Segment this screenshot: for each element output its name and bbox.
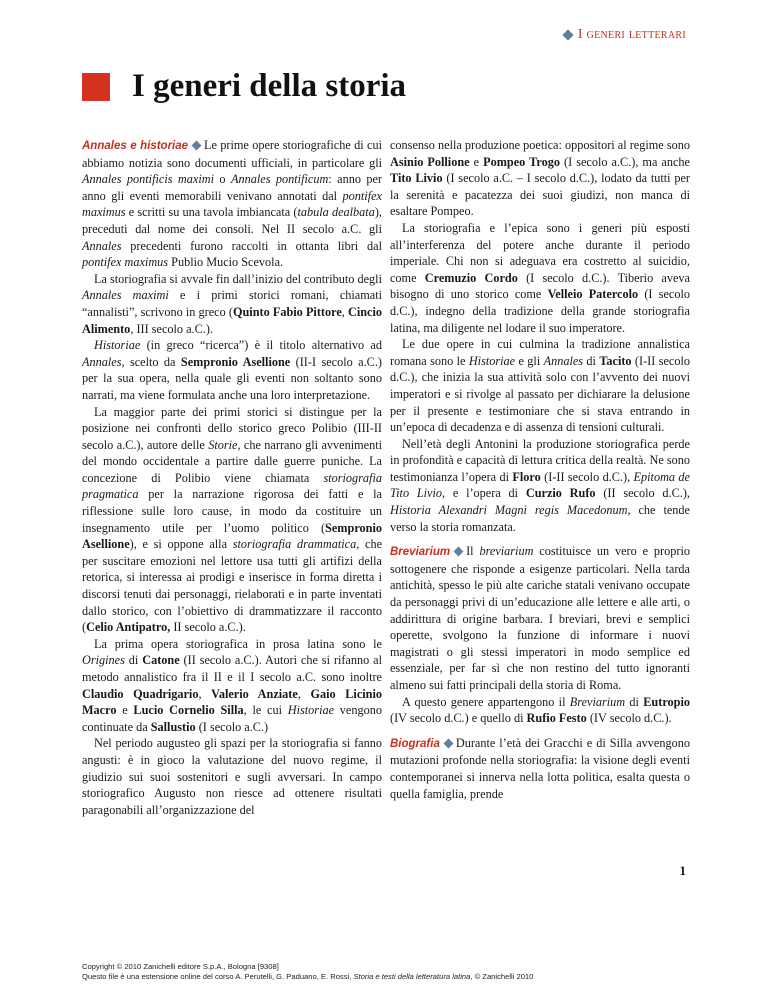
author-name: Cremuzio Cordo	[424, 270, 518, 285]
text-run: (I-II secolo d.C.),	[540, 469, 634, 484]
work-title: Historiae	[468, 353, 516, 368]
work-title: Historia Alexandri Magni regis Macedonum	[390, 503, 628, 518]
text-run: II secolo a.C.).	[170, 620, 246, 635]
paragraph	[82, 404, 382, 636]
text-run: La prima opera storiografica in prosa latina sono le	[94, 636, 382, 651]
author-name: Sempronio Asellione	[82, 520, 382, 552]
text-run: e gli	[515, 353, 544, 368]
paragraph	[390, 694, 690, 727]
paragraph	[390, 220, 690, 336]
work-title: Historiae	[287, 703, 335, 718]
text-run: e scritti su una tavola imbiancata (	[125, 205, 298, 220]
work-title: Breviarium	[569, 694, 626, 709]
author-name: Lucio Cornelio Silla	[133, 703, 244, 718]
diamond-icon	[454, 547, 464, 557]
work-title: storiografia pragmatica	[82, 470, 382, 502]
author-name: Tito Livio	[390, 171, 443, 186]
text-run: (in greco “ricerca”) è il titolo alternativo ad	[140, 338, 382, 353]
author-name: Sempronio Asellione	[180, 354, 291, 369]
text-run: , che tende verso la storia romanzata.	[390, 503, 690, 534]
author-name: Tacito	[599, 353, 632, 368]
text-run: La storiografia e l’epica sono i generi più esposti all’interferenza del potere anche durante il periodo imperiale. Chi non si adeguava era costretto al suicidio, come	[390, 220, 690, 285]
section-label: Annales e historiae	[82, 140, 189, 152]
text-run: per la narrazione rigorosa dei fatti e la riflessione sulle loro cause, in modo da costituire un insegnamento utile per l’uomo politico (	[82, 487, 382, 535]
text-run: vengono continuate da	[82, 703, 382, 734]
text-run: di	[583, 353, 600, 368]
paragraph	[390, 336, 690, 436]
text-run: (I secolo a.C.), ma anche	[559, 154, 690, 169]
chapter-title-block	[82, 68, 406, 105]
paragraph	[390, 137, 690, 220]
author-name: Catone	[142, 653, 180, 668]
author-name: Curzio Rufo	[525, 486, 596, 501]
text-run: Nell’età degli Antonini la produzione storiografica perde in profondità e capacità di lettura critica della realtà. Ne sono testimonianza l’opera di	[390, 436, 690, 484]
paragraph	[82, 271, 382, 337]
work-title: Annales	[82, 238, 122, 253]
section-paragraph	[82, 137, 382, 271]
text-run: (IV secolo d.C.).	[586, 711, 672, 726]
text-run: , scelto da	[121, 354, 181, 369]
work-title: tabula dealbata	[297, 205, 375, 220]
text-run: (II secolo a.C.). Autori che si rifanno al metodo annalistico fra il II e il I secolo a.C. sono inoltre	[82, 653, 382, 684]
work-title: Origines	[82, 653, 125, 668]
text-run: (I secolo d.C.), indegno della tradizione della grande storiografia latina, ma diligente nel lodare il suo imperatore.	[390, 287, 690, 335]
footer-source-suffix: , © Zanichelli 2010	[470, 971, 534, 981]
right-column	[390, 137, 690, 802]
text-run: Il	[466, 544, 480, 559]
left-column	[82, 137, 382, 818]
text-run: La maggior parte dei primi storici si distingue per la posizione nei confronti dello storico greco Polibio (III-II secolo a.C.), autore delle	[82, 404, 382, 452]
work-title: Historiae	[94, 338, 141, 353]
author-name: Sallustio	[150, 719, 196, 734]
text-run: (I secolo d.C.). Tiberio aveva bisogno di uno storico come	[390, 270, 690, 302]
footer-source-title: Storia e testi della letteratura latina	[353, 971, 471, 981]
paragraph	[82, 735, 382, 818]
text-run: ), e si oppone alla	[129, 537, 233, 552]
section-label: Biografia	[390, 737, 440, 750]
text-run: Nel periodo augusteo gli spazi per la storiografia si fanno angusti: è in gioco la valutazione del nuovo regime, il giudizio sui suoi sostenitori e sugli avversari. In campo storiografico Augusto non riesce ad ottenere risultati paragonabili all’organizzazione del	[82, 736, 382, 817]
paragraph	[82, 636, 382, 736]
work-title: Epitoma de Tito Livio	[390, 469, 690, 501]
text-run: La storiografia si avvale fin dall’inizio del contributo degli	[94, 271, 382, 286]
author-name: Asinio Pollione	[390, 154, 470, 169]
work-title: Storie	[208, 437, 238, 452]
author-name: Quinto Fabio Pittore	[232, 304, 342, 319]
running-header	[564, 27, 686, 43]
text-run: ,	[297, 686, 311, 701]
work-title: pontifex maximus	[82, 255, 169, 270]
text-run: (I-II secolo d.C.), che inizia la sua attività solo con l’avvento dei nuovi imperatori e si rivolge al passato per dichiarare la delusione per il presente e testimoniare che si stava entrando in un’epoca di decadenza e di assenza di tensioni culturali.	[390, 353, 690, 435]
author-name: Celio Antipatro,	[86, 620, 171, 635]
footer-line-source	[82, 972, 533, 982]
author-name: Cincio Alimento	[82, 304, 382, 336]
text-run: Le due opere in cui culmina la tradizione annalistica romana sono le	[390, 337, 690, 368]
author-name: Pompeo Trogo	[483, 154, 560, 169]
paragraph	[390, 436, 690, 536]
text-run: (II-I secolo a.C.) per la sua opera, nella quale gli eventi non soltanto sono narrati, ma viene formulata anche una loro interpretazione.	[82, 354, 382, 402]
author-name: Claudio Quadrigario	[82, 686, 199, 701]
author-name: Valerio Anziate	[211, 686, 298, 701]
text-run: e	[116, 703, 134, 718]
text-run: (I secolo a.C. – I secolo d.C.), lodato da tutti per la serenità e pacatezza dei suoi giudizi, non manca di esaltare Pompeo.	[390, 171, 690, 219]
work-title: pontifex maximus	[82, 188, 382, 220]
text-run: : anno per anno gli eventi memorabili venivano annotati dal	[82, 172, 383, 203]
work-title: breviarium	[479, 544, 534, 559]
author-name: Floro	[512, 469, 541, 484]
text-run: ), preceduti dal nome dei consoli. Nel II secolo a.C. gli	[82, 205, 382, 236]
diamond-icon	[562, 29, 573, 40]
diamond-icon	[443, 739, 453, 749]
page-number: 1	[679, 863, 686, 878]
text-run: costituisce un vero e proprio sottogenere che risponde a esigenze particolari. Nella tarda antichità, spesso le più alte cariche statali venivano occupate da personaggi privi di un’educazione alle lettere e alle arti, o addirittura di origine barbara. I breviari, brevi e semplici operette, svolgono la funzione di informare i nuovi magistrati o gli stessi imperatori in modo semplice ed essenziale, per far sì che non restino del tutto ignoranti almeno sui fatti principali della storia di Roma.	[390, 544, 690, 692]
text-run: (IV secolo d.C.) e quello di	[390, 711, 527, 726]
work-title: Annales pontificis maximi	[82, 172, 214, 187]
text-run: precedenti furono raccolti in ottanta libri dal	[121, 238, 382, 253]
work-title: storiografia drammatica	[232, 537, 357, 552]
work-title: Annales	[82, 354, 122, 369]
work-title: Annales pontificum	[231, 172, 329, 187]
text-run: ,	[198, 686, 212, 701]
red-square-icon	[82, 73, 110, 101]
text-run: A questo genere appartengono il	[402, 694, 570, 709]
section-paragraph	[390, 735, 690, 802]
text-run: Publio Mucio Scevola.	[168, 255, 284, 270]
text-run: , che narrano gli avvenimenti del mondo occidentale a partire dalle guerre puniche. La concezione di Polibio viene chiamata	[82, 437, 382, 485]
text-run: di	[124, 653, 143, 668]
text-run: e i primi storici romani, chiamati “annalisti”, scrivono in greco (	[82, 288, 382, 319]
text-run: Durante l’età dei Gracchi e di Silla avvengono mutazioni profonde nella storiografia: la visione degli eventi contemporanei si innerva nella lotta politica, esalta questa o quella famiglia, prende	[390, 735, 690, 801]
work-title: Annales	[543, 353, 584, 368]
page-title: I generi della storia	[132, 68, 407, 104]
diamond-icon	[192, 141, 202, 151]
text-run: ,	[341, 304, 348, 319]
text-run: , III secolo a.C.).	[130, 321, 213, 336]
text-run: o	[214, 172, 231, 187]
text-run: Le prime opere storiografiche di cui abbiamo notizia sono documenti ufficiali, in particolare gli	[82, 138, 382, 170]
author-name: Gaio Licinio Macro	[82, 686, 383, 718]
text-run: di	[625, 694, 644, 709]
text-run: (I secolo a.C.)	[195, 719, 269, 734]
copyright-footer	[82, 962, 533, 981]
section-paragraph	[390, 543, 690, 693]
author-name: Velleio Patercolo	[547, 287, 639, 302]
text-run: , e l’opera di	[442, 486, 526, 501]
text-run: , che per suscitare emozioni nel lettore usa tutti gli artifizi della retorica, si interessa ai prodigi e inserisce in forma diretta i discorsi tenuti dai personaggi, rielaborati e in parte inventati dallo storico, con l’obiettivo di drammatizzare il racconto (	[82, 537, 383, 635]
author-name: Rufio Festo	[526, 711, 587, 726]
section-label: Breviarium	[390, 546, 451, 559]
text-run: , le cui	[243, 703, 288, 718]
text-run: consenso nella produzione poetica: oppositori al regime sono	[390, 138, 690, 152]
running-header-label: I generi letterari	[577, 27, 686, 42]
work-title: Annales maximi	[82, 288, 169, 303]
text-run: e	[469, 154, 484, 169]
author-name: Eutropio	[643, 694, 691, 709]
footer-line-copyright: Copyright © 2010 Zanichelli editore S.p.A., Bologna [9308]	[82, 962, 279, 971]
footer-source-prefix: Questo file è una estensione online del corso A. Perutelli, G. Paduano, E. Rossi,	[82, 971, 354, 981]
text-run: (II secolo d.C.),	[595, 486, 690, 501]
paragraph	[82, 337, 382, 403]
